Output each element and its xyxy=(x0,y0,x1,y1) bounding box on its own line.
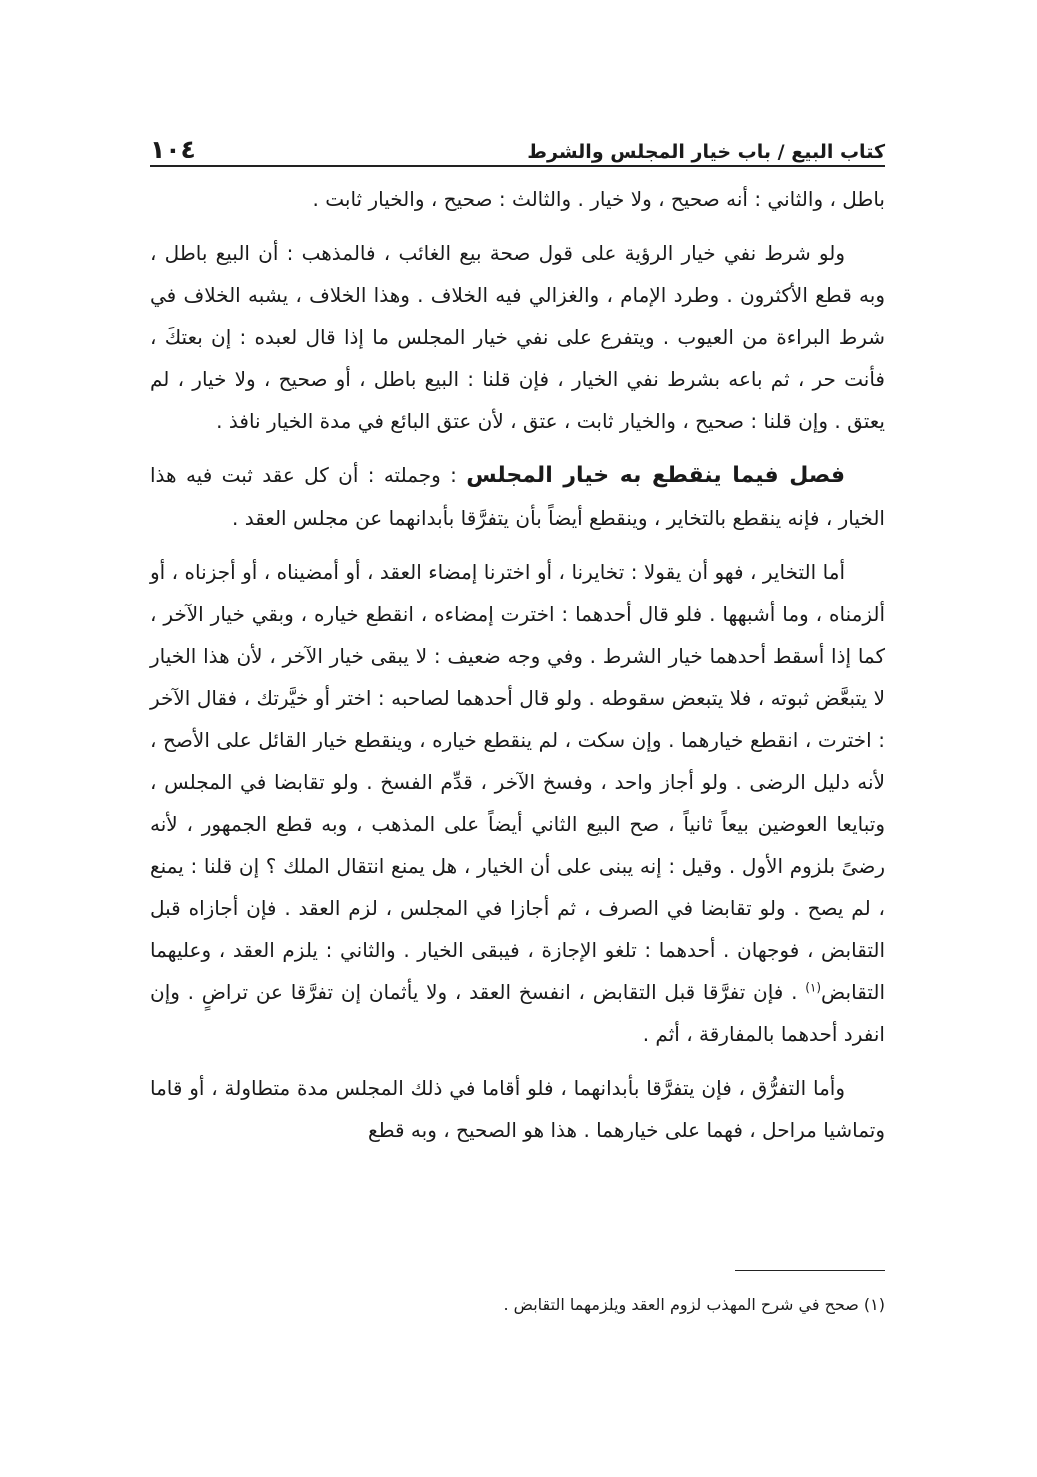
paragraph-4 xyxy=(150,551,885,1055)
footnote-reference[interactable]: (١) xyxy=(805,980,822,995)
footnote-rule xyxy=(735,1270,885,1271)
header-rule xyxy=(150,165,885,167)
page-header xyxy=(150,118,885,162)
paragraph-1: باطل ، والثاني : أنه صحيح ، ولا خيار . والثالث : صحيح ، والخيار ثابت . xyxy=(312,187,885,211)
paragraph-5: وأما التفرُّق ، فإن يتفرَّقا بأبدانهما ، فلو أقاما في ذلك المجلس مدة متطاولة ، أو قاما وتماشيا مراحل ، فهما على خيارهما . هذا هو الصحيح ، وبه قطع xyxy=(150,1076,885,1142)
paragraph-2: ولو شرط نفي خيار الرؤية على قول صحة بيع الغائب ، فالمذهب : أن البيع باطل ، وبه قطع الأكثرون . وطرد الإمام ، والغزالي فيه الخلاف . وهذا الخلاف ، يشبه الخلاف في شرط البراءة من العيوب . ويتفرع على نفي خيار المجلس ما إذا قال لعبده : إن بعتكَ ، فأنت حر ، ثم باعه بشرط نفي الخيار ، فإن قلنا : البيع باطل ، أو صحيح ، ولا خيار ، لم يعتق . وإن قلنا : صحيح ، والخيار ثابت ، عتق ، لأن عتق البائع في مدة الخيار نافذ . xyxy=(150,241,885,433)
footnote: (١) صحح في شرح المهذب لزوم العقد ويلزمهما التقابض . xyxy=(503,1295,885,1314)
running-title: كتاب البيع / باب خيار المجلس والشرط xyxy=(527,141,885,163)
section-paragraph xyxy=(150,454,885,539)
section-heading: فصل فيما ينقطع به خيار المجلس xyxy=(466,463,846,488)
main-text xyxy=(150,178,885,1163)
paragraph-4-text-a: أما التخاير ، فهو أن يقولا : تخايرنا ، أو اخترنا إمضاء العقد ، أو أمضيناه ، أو أجزناه ، أو ألزمناه ، وما أشبهها . فلو قال أحدهما : اخترت إمضاءه ، انقطع خياره ، وبقي خيار الآخر ، كما إذا أسقط أحدهما خيار الشرط . وفي وجه ضعيف : لا يبقى خيار الآخر ، لأن هذا الخيار لا يتبعَّض ثبوته ، فلا يتبعض سقوطه . ولو قال أحدهما لصاحبه : اختر أو خيَّرتك ، فقال الآخر : اخترت ، انقطع خيارهما . وإن سكت ، لم ينقطع خياره ، وينقطع خيار القائل على الأصح ، لأنه دليل الرضى . ولو أجاز واحد ، وفسخ الآخر ، قدِّم الفسخ . ولو تقابضا في المجلس ، وتبايعا العوضين بيعاً ثانياً ، صح البيع الثاني أيضاً على المذهب ، وبه قطع الجمهور ، لأنه رضىً بلزوم الأول . وقيل : إنه يبنى على أن الخيار ، هل يمنع انتقال الملك ؟ إن قلنا : يمنع ، لم يصح . ولو تقابضا في الصرف ، ثم أجازا في المجلس ، لزم العقد . فإن أجازاه قبل التقابض ، فوجهان . أحدهما : تلغو الإجازة ، فيبقى الخيار . والثاني : يلزم العقد ، وعليهما التقابض xyxy=(150,560,885,1004)
paragraph-4-text-b: . فإن تفرَّقا قبل التقابض ، انفسخ العقد ، ولا يأثمان إن تفرَّقا عن تراضٍ . وإن انفرد أحدهما بالمفارقة ، أثم . xyxy=(150,980,885,1046)
section-text: : وجملته : أن كل عقد ثبت فيه هذا الخيار ، فإنه ينقطع بالتخاير ، وينقطع أيضاً بأن يتفرَّقا بأبدانهما عن مجلس العقد . xyxy=(150,463,885,530)
page-number: ١٠٤ xyxy=(150,135,196,164)
